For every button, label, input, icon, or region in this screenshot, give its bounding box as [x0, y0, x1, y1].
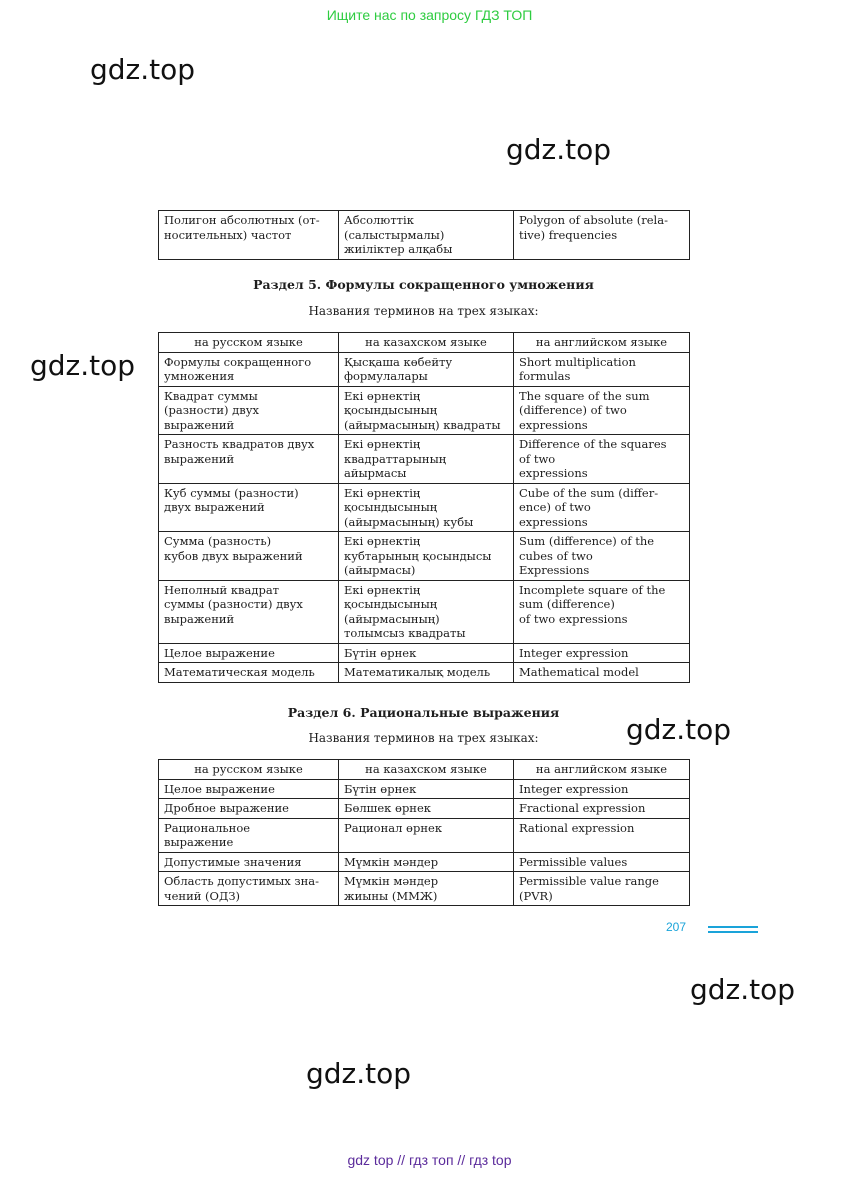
cell-text: Рационал өрнек: [344, 820, 443, 835]
cell-text: айырмасы: [344, 466, 407, 480]
cell-text: Математическая модель: [164, 665, 315, 679]
table-row: [159, 580, 690, 643]
table-row: [159, 643, 690, 663]
table-cell: [159, 580, 339, 643]
cell-text: Разность квадратов двух: [164, 437, 315, 451]
watermark: gdz.top: [30, 349, 136, 382]
column-header-english: на английском языке: [514, 760, 690, 780]
table-cell: [339, 643, 514, 663]
section5-table: [158, 332, 690, 683]
cell-text: Integer expression: [519, 645, 629, 660]
cell-text: Sum (difference) of the: [519, 534, 655, 548]
table-row: [159, 799, 690, 819]
cell-text: Дробное выражение: [164, 801, 289, 815]
column-header-russian: на русском языке: [159, 333, 339, 353]
table-cell: [159, 872, 339, 906]
decorative-rule: [708, 926, 758, 928]
watermark: gdz.top: [506, 133, 612, 166]
table-row: [159, 483, 690, 532]
table-cell: [159, 352, 339, 386]
table-row: [159, 872, 690, 906]
decorative-rule: [708, 931, 758, 933]
table-cell: [159, 799, 339, 819]
table-cell: [339, 818, 514, 852]
watermark: gdz.top: [626, 713, 732, 746]
cell-text: Рациональное: [164, 820, 251, 835]
cell-text: Integer expression: [519, 781, 629, 796]
cell-text: (PVR): [519, 888, 553, 903]
cell-text: кубов двух выражений: [164, 548, 303, 563]
cell-text: formulas: [519, 369, 571, 383]
table-cell: [339, 872, 514, 906]
cell-text: Permissible values: [519, 854, 628, 869]
cell-text: Екі өрнектің: [344, 534, 421, 548]
cell-text: қосындысының: [344, 597, 438, 611]
table-cell: [514, 532, 690, 581]
table-cell: [339, 435, 514, 484]
table-cell: [514, 435, 690, 484]
cell-text: жиіліктер алқабы: [344, 242, 453, 256]
cell-text: expressions: [519, 514, 588, 529]
cell-text: Екі өрнектің: [344, 582, 421, 597]
table-cell: [514, 872, 690, 906]
table-row: [159, 211, 690, 260]
cell-text: Екі өрнектің: [344, 437, 421, 451]
table-cell: [339, 211, 514, 260]
cell-text: Fractional expression: [519, 801, 646, 815]
cell-text: Куб суммы (разности): [164, 485, 299, 500]
table-row: [159, 852, 690, 872]
section6-title: Раздел 6. Рациональные выражения: [287, 705, 560, 720]
cell-text: Difference of the squares: [519, 437, 667, 451]
cell-text: (салыстырмалы): [344, 227, 445, 242]
cell-text: cubes of two: [519, 548, 593, 563]
cell-text: толымсыз квадраты: [344, 626, 466, 640]
cell-text: қосындысының: [344, 500, 438, 514]
table-cell: [159, 211, 339, 260]
column-header-kazakh: на казахском языке: [339, 333, 514, 353]
section5-title: Раздел 5. Формулы сокращенного умножения: [253, 277, 594, 292]
table-cell: [159, 386, 339, 435]
table-cell: [514, 580, 690, 643]
cell-text: (айырмасы): [344, 563, 416, 577]
table-cell: [514, 663, 690, 683]
cell-text: выражений: [164, 417, 235, 432]
table-cell: [159, 643, 339, 663]
cell-text: умножения: [164, 369, 235, 383]
footer-links: gdz top // гдз топ // гдз top: [347, 1152, 512, 1168]
table-cell: [514, 386, 690, 435]
cell-text: Short multiplication: [519, 354, 636, 369]
cell-text: чений (ОДЗ): [164, 888, 240, 903]
table-cell: [339, 532, 514, 581]
table-row: [159, 818, 690, 852]
cell-text: Expressions: [519, 563, 590, 577]
table-cell: [514, 483, 690, 532]
cell-text: Mathematical model: [519, 665, 639, 679]
cell-text: Қысқаша көбейту: [344, 354, 453, 369]
table-cell: [339, 799, 514, 819]
cell-text: Мүмкін мәндер: [344, 874, 439, 888]
cell-text: Сумма (разность): [164, 534, 272, 548]
cell-text: Мүмкін мәндер: [344, 854, 439, 869]
table-cell: [159, 532, 339, 581]
table-cell: [339, 580, 514, 643]
cell-text: выражений: [164, 611, 235, 626]
cell-text: суммы (разности) двух: [164, 597, 303, 611]
cell-text: Rational expression: [519, 820, 635, 835]
cell-text: expressions: [519, 466, 588, 480]
watermark: gdz.top: [306, 1057, 412, 1090]
table-row: [159, 779, 690, 799]
cell-text: The square of the sum: [519, 388, 650, 403]
table-cell: [514, 818, 690, 852]
cell-text: Бүтін өрнек: [344, 781, 417, 796]
table-cell: [339, 852, 514, 872]
column-header-kazakh: на казахском языке: [339, 760, 514, 780]
table-cell: [159, 779, 339, 799]
section5-subtitle: Названия терминов на трех языках:: [308, 304, 539, 318]
cell-text: Математикалық модель: [344, 665, 491, 679]
table-cell: [514, 852, 690, 872]
table-row: [159, 663, 690, 683]
table-cell: [159, 483, 339, 532]
cell-text: (айырмасының): [344, 611, 440, 626]
cell-text: Incomplete square of the: [519, 582, 666, 597]
cell-text: tive) frequencies: [519, 227, 618, 242]
table-cell: [159, 852, 339, 872]
cell-text: Полигон абсолютных (от-: [164, 213, 320, 227]
table-cell: [339, 779, 514, 799]
top-terms-table: [158, 210, 690, 260]
table-cell: [514, 779, 690, 799]
table-cell: [159, 818, 339, 852]
cell-text: expressions: [519, 417, 588, 432]
cell-text: Бүтін өрнек: [344, 645, 417, 660]
promo-banner: Ищите нас по запросу ГДЗ ТОП: [326, 7, 533, 23]
table-header-row: [159, 760, 690, 780]
cell-text: Permissible value range: [519, 874, 659, 888]
cell-text: ence) of two: [519, 500, 591, 514]
cell-text: Квадрат суммы: [164, 388, 258, 403]
cell-text: of two expressions: [519, 611, 628, 626]
table-cell: [339, 386, 514, 435]
cell-text: носительных) частот: [164, 227, 292, 242]
cell-text: выражений: [164, 451, 235, 466]
table-cell: [514, 211, 690, 260]
cell-text: of two: [519, 451, 556, 466]
cell-text: Область допустимых зна-: [164, 874, 320, 888]
cell-text: Неполный квадрат: [164, 582, 280, 597]
table-row: [159, 352, 690, 386]
watermark: gdz.top: [690, 973, 796, 1006]
cell-text: Формулы сокращенного: [164, 354, 312, 369]
table-cell: [514, 799, 690, 819]
table-cell: [159, 435, 339, 484]
cell-text: Целое выражение: [164, 645, 275, 660]
cell-text: Целое выражение: [164, 781, 275, 796]
cell-text: двух выражений: [164, 500, 265, 514]
cell-text: (разности) двух: [164, 403, 259, 417]
table-header-row: [159, 333, 690, 353]
cell-text: квадраттарының: [344, 451, 447, 466]
cell-text: выражение: [164, 835, 234, 849]
page-number: 207: [666, 920, 687, 934]
cell-text: Екі өрнектің: [344, 388, 421, 403]
cell-text: жиыны (ММЖ): [344, 888, 438, 903]
table-cell: [514, 352, 690, 386]
table-row: [159, 532, 690, 581]
cell-text: Екі өрнектің: [344, 485, 421, 500]
cell-text: қосындысының: [344, 403, 438, 417]
watermark: gdz.top: [90, 53, 196, 86]
cell-text: формулалары: [344, 369, 428, 383]
cell-text: Cube of the sum (differ-: [519, 485, 659, 500]
section6-table: [158, 759, 690, 906]
table-row: [159, 435, 690, 484]
column-header-russian: на русском языке: [159, 760, 339, 780]
cell-text: (айырмасының) кубы: [344, 514, 474, 529]
table-cell: [514, 643, 690, 663]
cell-text: Бөлшек өрнек: [344, 801, 431, 815]
table-cell: [339, 483, 514, 532]
section6-subtitle: Названия терминов на трех языках:: [308, 731, 539, 745]
cell-text: Polygon of absolute (rela-: [519, 213, 668, 227]
table-cell: [339, 663, 514, 683]
table-row: [159, 386, 690, 435]
column-header-english: на английском языке: [514, 333, 690, 353]
table-cell: [159, 663, 339, 683]
cell-text: (айырмасының) квадраты: [344, 417, 501, 432]
cell-text: Абсолюттік: [344, 213, 414, 227]
cell-text: кубтарының қосындысы: [344, 548, 492, 563]
cell-text: (difference) of two: [519, 403, 627, 417]
cell-text: sum (difference): [519, 597, 615, 611]
table-cell: [339, 352, 514, 386]
cell-text: Допустимые значения: [164, 854, 302, 869]
